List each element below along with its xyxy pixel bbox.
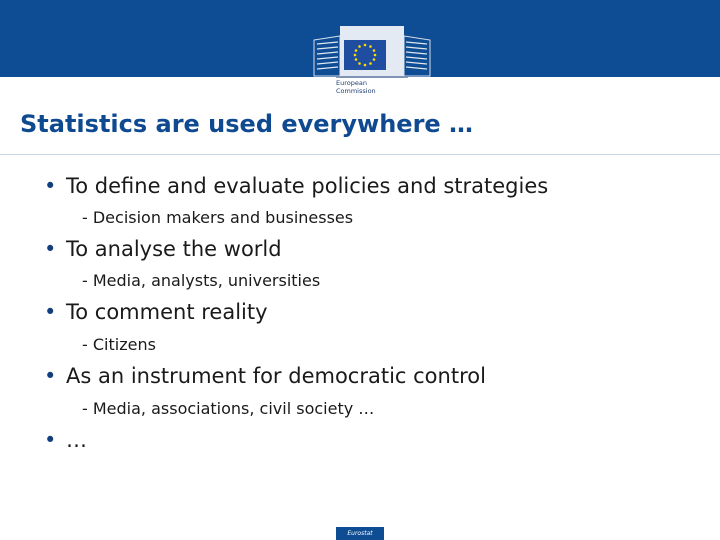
bullet-text: … [66, 428, 87, 452]
bullet-text: As an instrument for democratic control [66, 364, 486, 388]
bullet-item [44, 237, 282, 261]
bullet-dot-icon: • [44, 300, 57, 324]
bullet-dot-icon: • [44, 428, 57, 452]
bullet-dot-icon: • [44, 237, 57, 261]
eurostat-logo: Eurostat [336, 527, 384, 540]
bullet-item [44, 428, 87, 452]
bullet-text: To define and evaluate policies and strategies [66, 174, 549, 198]
bullet-text: To analyse the world [66, 237, 282, 261]
logo-text [336, 79, 396, 95]
sub-bullet-text: - Decision makers and businesses [82, 208, 354, 227]
bullet-item [44, 364, 486, 388]
title-divider [0, 154, 720, 155]
bullet-item [44, 174, 548, 198]
sub-bullet-text: - Citizens [82, 335, 156, 354]
bullet-dot-icon: • [44, 174, 57, 198]
bullet-dot-icon: • [44, 364, 57, 388]
sub-bullet-text: - Media, associations, civil society … [82, 399, 375, 418]
page-title: Statistics are used everywhere … [20, 110, 474, 138]
bullet-item [44, 300, 268, 324]
logo-line-2: Commission [336, 87, 376, 95]
sub-bullet-text: - Media, analysts, universities [82, 271, 321, 290]
bullet-text: To comment reality [66, 300, 268, 324]
logo-line-1: European [336, 79, 367, 87]
